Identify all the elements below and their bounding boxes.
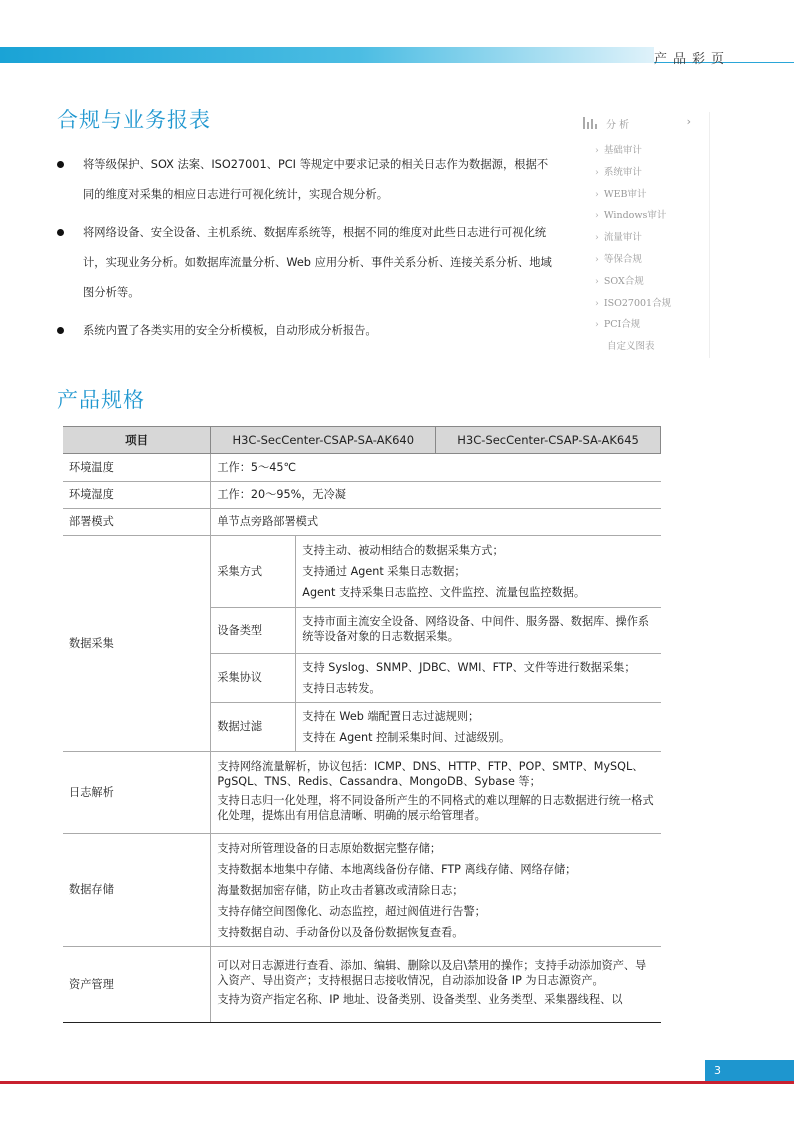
side-menu-item[interactable]: › PCI合规: [595, 319, 641, 331]
bullet-item: 将网络设备、安全设备、主机系统、数据库系统等，根据不同的维度对此些日志进行可视化统计，实现业务分析。如数据库流量分析、Web 应用分析、事件关系分析、连接关系分析、地域图分析等。: [57, 218, 557, 308]
chevron-right-icon: ›: [595, 145, 599, 156]
row-value: 单节点旁路部署模式: [211, 509, 661, 536]
row-label: 数据采集: [63, 536, 211, 752]
side-menu-header[interactable]: [580, 112, 709, 134]
sub-row-label: 数据过滤: [211, 703, 296, 752]
header-gradient-band: [0, 47, 654, 63]
section-title-compliance: 合规与业务报表: [57, 108, 211, 132]
sub-row-label: 采集协议: [211, 654, 296, 703]
header-model-645: H3C-SecCenter-CSAP-SA-AK645: [436, 427, 661, 454]
chevron-right-icon: ›: [595, 253, 599, 265]
footer-rule: [0, 1081, 794, 1084]
side-menu-item[interactable]: › SOX合规: [595, 275, 644, 287]
chevron-right-icon: ›: [595, 319, 599, 331]
row-label: 资产管理: [63, 947, 211, 1023]
row-value: 可以对日志源进行查看、添加、编辑、删除以及启\禁用的操作；支持手动添加资产、导入资产、导出资产；支持根据日志接收情况，自动添加设备 IP 为日志源资产。 支持为资产指定名称、IP 地址、设备类别、设备类型、业务类型、采集器线程、以: [211, 947, 661, 1023]
table-row: [63, 536, 661, 608]
row-label: 环境温度: [63, 454, 211, 482]
bullet-item: 系统内置了各类实用的安全分析模板，自动形成分析报告。: [57, 316, 557, 346]
table-row: [63, 454, 661, 482]
spec-table: [63, 426, 661, 1023]
table-row: [63, 482, 661, 509]
sub-row-value: 支持主动、被动相结合的数据采集方式； 支持通过 Agent 采集日志数据； Agent 支持采集日志监控、文件监控、流量包监控数据。: [296, 536, 661, 608]
chevron-right-icon: ›: [686, 115, 691, 128]
side-menu-item[interactable]: › 流量审计: [595, 232, 642, 244]
header-item: 项目: [63, 427, 211, 454]
header-model-640: H3C-SecCenter-CSAP-SA-AK640: [211, 427, 436, 454]
row-value: 工作：5～45℃: [211, 454, 661, 482]
table-row: [63, 752, 661, 834]
sub-row-label: 采集方式: [211, 536, 296, 608]
side-menu-item[interactable]: › 基础审计: [595, 145, 642, 156]
chevron-right-icon: ›: [595, 188, 599, 200]
spec-header-row: [63, 427, 661, 454]
chevron-right-icon: ›: [595, 232, 599, 244]
row-label: 环境湿度: [63, 482, 211, 509]
compliance-bullet-list: [57, 150, 557, 354]
table-row: [63, 947, 661, 1023]
side-menu-item[interactable]: › WEB审计: [595, 188, 647, 200]
table-row: [63, 834, 661, 947]
side-menu-item[interactable]: › 系统审计: [595, 166, 642, 178]
bullet-item: 将等级保护、SOX 法案、ISO27001、PCI 等规定中要求记录的相关日志作为数据源，根据不同的维度对采集的相应日志进行可视化统计，实现合规分析。: [57, 150, 557, 210]
chevron-right-icon: ›: [595, 297, 599, 309]
sub-row-value: 支持 Syslog、SNMP、JDBC、WMI、FTP、文件等进行数据采集； 支持日志转发。: [296, 654, 661, 703]
side-menu-item[interactable]: › Windows审计: [595, 210, 667, 222]
row-value: 支持对所管理设备的日志原始数据完整存储； 支持数据本地集中存储、本地离线备份存储、FTP 离线存储、网络存储； 海量数据加密存储，防止攻击者篡改或清除日志； 支持存储空间图像化、动态监控，超过阀值进行告警； 支持数据自动、手动备份以及备份数据恢复查看。: [211, 834, 661, 947]
side-menu-item[interactable]: 自定义图表: [607, 341, 655, 353]
side-menu-item[interactable]: › 等保合规: [595, 253, 642, 265]
header-label: 产品彩页: [653, 52, 730, 67]
chevron-right-icon: ›: [595, 210, 599, 222]
chevron-right-icon: ›: [595, 275, 599, 287]
section-title-specs: 产品规格: [57, 388, 145, 412]
row-value: 支持网络流量解析，协议包括：ICMP、DNS、HTTP、FTP、POP、SMTP、MySQL、PgSQL、TNS、Redis、Cassandra、MongoDB、Sybase 等； 支持日志归一化处理，将不同设备所产生的不同格式的难以理解的日志数据进行统一格式化处理，提炼出有用信息清晰、明确的展示给管理者。: [211, 752, 661, 834]
sub-row-value: 支持市面主流安全设备、网络设备、中间件、服务器、数据库、操作系统等设备对象的日志数据采集。: [296, 608, 661, 654]
table-row: [63, 509, 661, 536]
side-menu-item[interactable]: › ISO27001合规: [595, 297, 672, 309]
page-number: 3: [705, 1060, 794, 1081]
sub-row-value: 支持在 Web 端配置日志过滤规则； 支持在 Agent 控制采集时间、过滤级别。: [296, 703, 661, 752]
row-label: 数据存储: [63, 834, 211, 947]
row-label: 日志解析: [63, 752, 211, 834]
sub-row-label: 设备类型: [211, 608, 296, 654]
analysis-side-menu: [580, 112, 710, 358]
bar-chart-icon: [583, 117, 599, 129]
row-label: 部署模式: [63, 509, 211, 536]
row-value: 工作：20～95%，无冷凝: [211, 482, 661, 509]
side-menu-title: 分 析: [606, 119, 630, 131]
chevron-right-icon: ›: [595, 166, 599, 178]
